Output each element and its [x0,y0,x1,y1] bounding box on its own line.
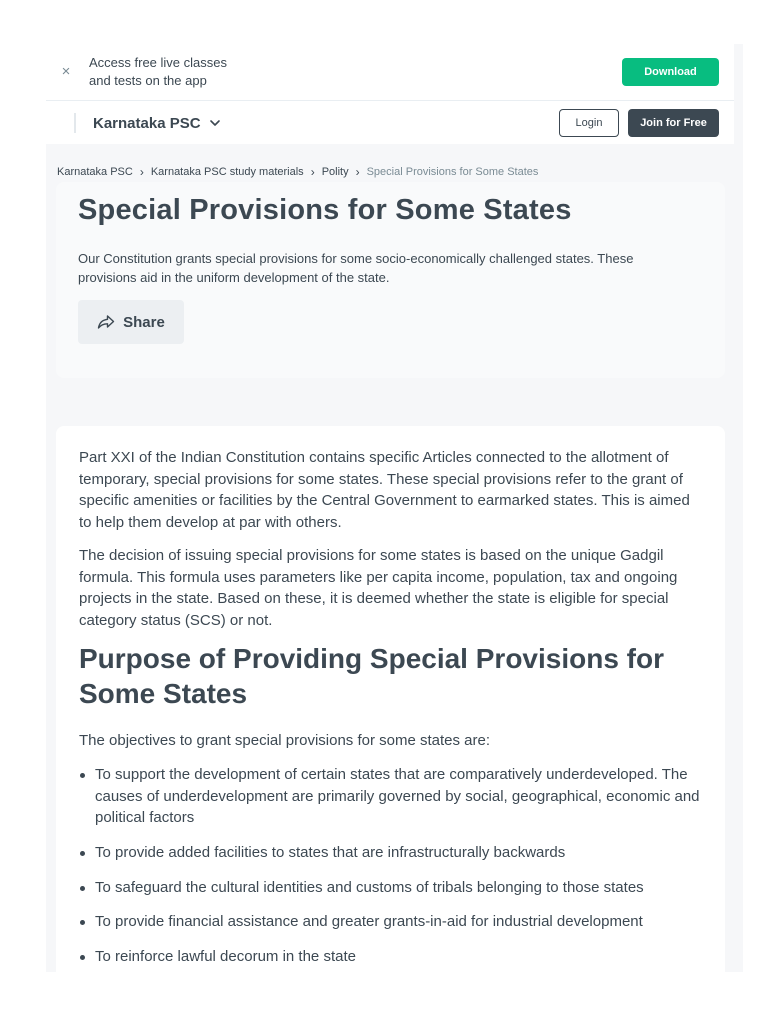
article-hero-card [56,182,725,378]
list-item: To safeguard the cultural identities and customs of tribals belonging to those states [79,877,709,912]
breadcrumb-item-polity[interactable]: Polity [321,166,349,178]
breadcrumb-separator-icon: › [355,165,360,179]
share-button-label: Share [123,313,165,331]
banner-message [89,54,289,90]
banner-text-line2: and tests on the app [89,73,207,88]
page-title: Special Provisions for Some States [78,194,572,226]
article-paragraph: Part XXI of the Indian Constitution contains specific Articles connected to the allotment of temporary, special provisions for some states. These special provisions refer to the grant of specific amenities or facilities by the Central Government to earmarked states. This is aimed to help them develop at par with others. [79,449,690,531]
join-for-free-button[interactable]: Join for Free [628,109,719,137]
close-icon[interactable]: × [61,63,71,80]
share-button[interactable] [78,300,184,344]
breadcrumb-separator-icon: › [310,165,315,179]
breadcrumb [57,164,538,180]
header-divider [74,113,76,133]
page-description: Our Constitution grants special provisions for some socio-economically challenged states. These provisions aid in the uniform development of the state. [78,251,634,285]
article-body [56,426,725,972]
list-item: To provide added facilities to states that are infrastructurally backwards [79,842,709,877]
breadcrumb-item-current: Special Provisions for Some States [366,166,539,178]
section-heading: Purpose of Providing Special Provisions for Some States [79,643,665,709]
page-container [46,44,743,972]
exam-selector-label: Karnataka PSC [93,114,201,132]
list-item: To provide financial assistance and greater grants-in-aid for industrial development [79,911,709,946]
list-item: To reinforce lawful decorum in the state [79,946,709,968]
article-paragraph: The decision of issuing special provisions for some states is based on the unique Gadgil formula. This formula uses parameters like per capita income, population, tax and ongoing projects in the state. Based on these, it is deemed whether the state is eligible for special category status (SCS) or not. [79,547,678,629]
list-item: To support the development of certain states that are comparatively underdeveloped. The causes of underdevelopment are primarily governed by social, geographical, economic and political factors [79,764,709,842]
banner-text-line1: Access free live classes [89,55,227,70]
breadcrumb-item-study-materials[interactable]: Karnataka PSC study materials [150,166,304,178]
share-arrow-icon [97,314,115,330]
breadcrumb-separator-icon: › [139,165,144,179]
site-header [46,101,734,144]
breadcrumb-item-karnataka-psc[interactable]: Karnataka PSC [57,166,133,178]
login-button[interactable]: Login [559,109,619,137]
exam-selector[interactable] [93,112,221,134]
objectives-list [79,764,709,967]
list-intro: The objectives to grant special provisions for some states are: [79,732,491,749]
download-button[interactable]: Download [622,58,719,86]
chevron-down-icon [209,117,221,129]
app-download-banner [46,44,734,101]
